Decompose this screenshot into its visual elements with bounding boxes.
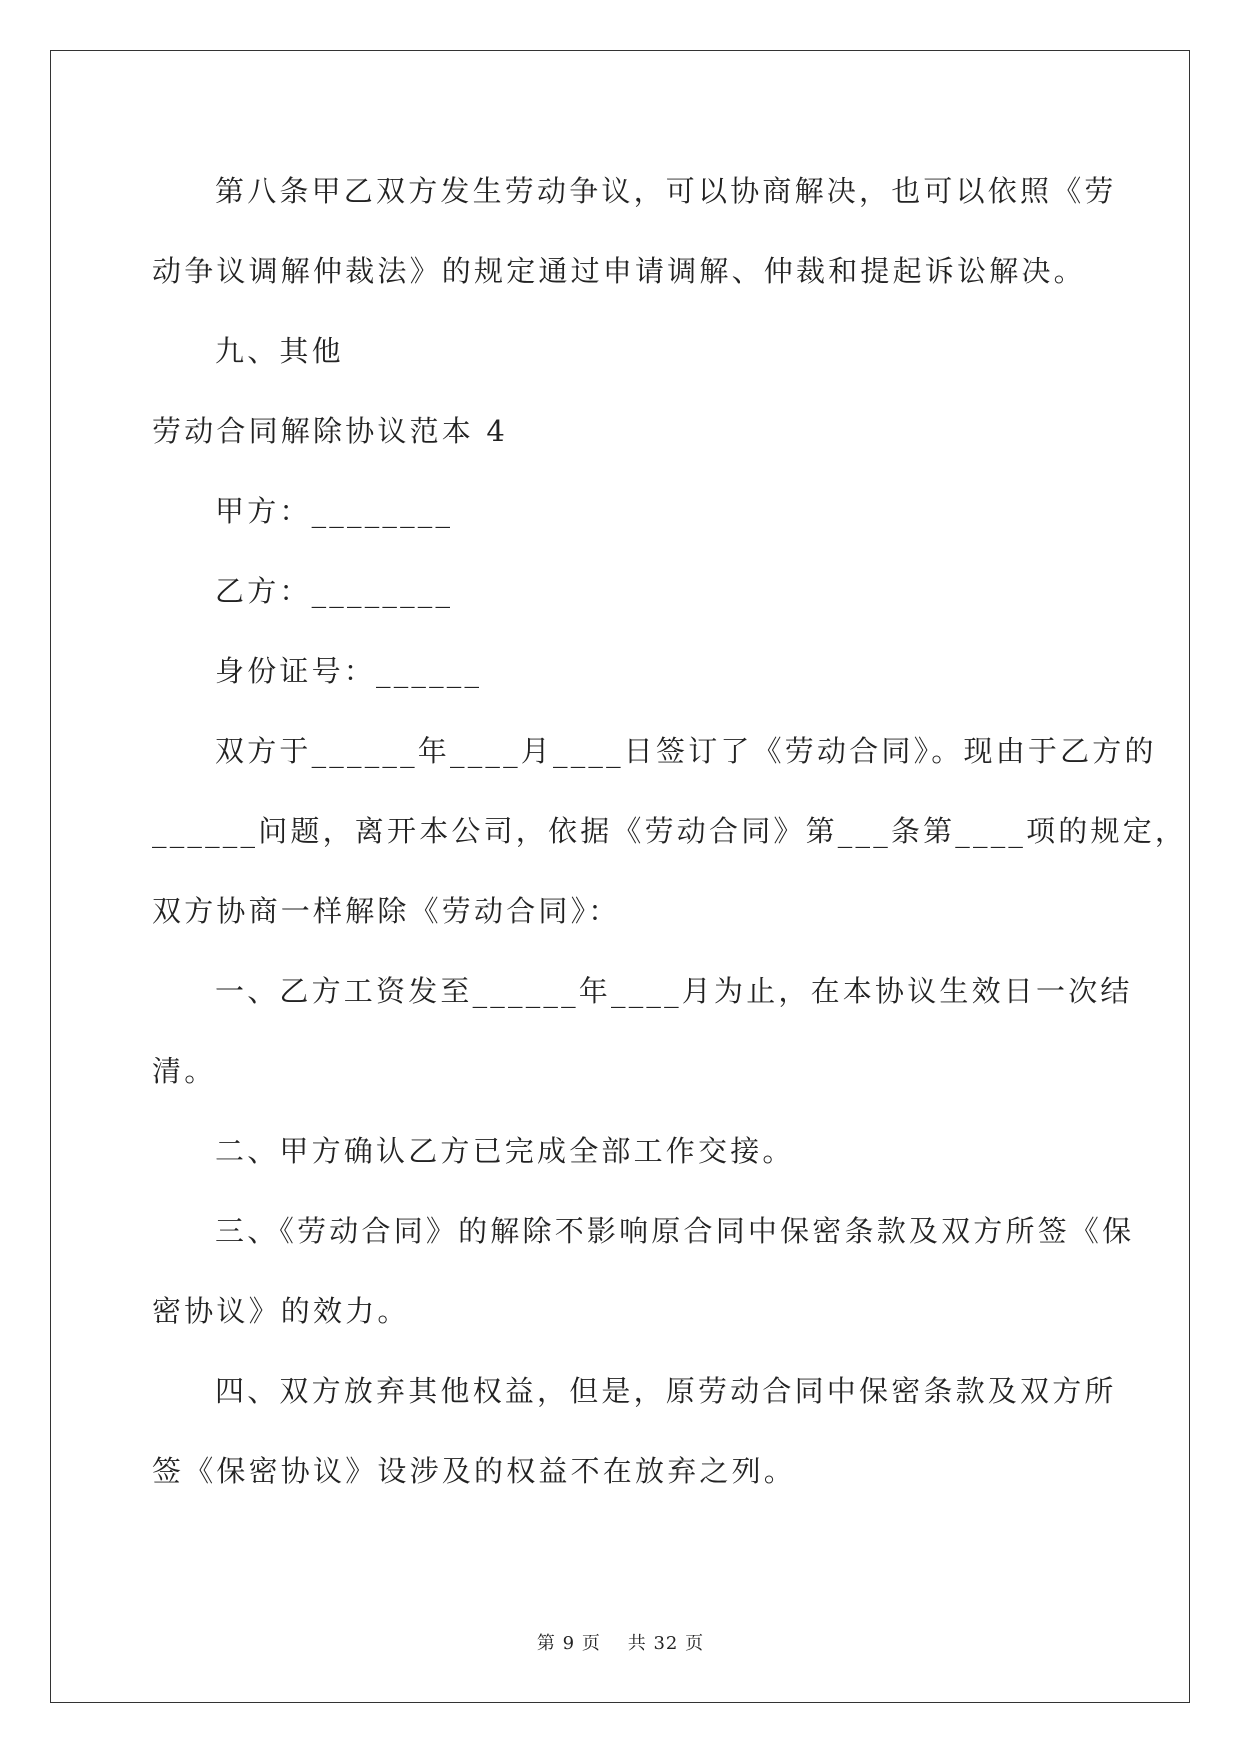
clause-line: 三、《劳动合同》的解除不影响原合同中保密条款及双方所签《保 [215, 1214, 1135, 1248]
party-a-field: 甲方：________ [215, 494, 454, 528]
party-b-field: 乙方：________ [215, 574, 454, 608]
paragraph-line: 第八条甲乙双方发生劳动争议，可以协商解决，也可以依照《劳 [215, 174, 1117, 208]
paragraph-line: 双方协商一样解除《劳动合同》： [152, 894, 621, 928]
clause-line: 四、双方放弃其他权益，但是，原劳动合同中保密条款及双方所 [215, 1374, 1117, 1408]
id-number-field: 身份证号：______ [215, 654, 483, 688]
clause-line: 二、甲方确认乙方已完成全部工作交接。 [215, 1134, 795, 1168]
paragraph-line: ______问题，离开本公司，依据《劳动合同》第___条第____项的规定， [152, 814, 1188, 848]
paragraph-line: 动争议调解仲裁法》的规定通过申请调解、仲裁和提起诉讼解决。 [152, 254, 1086, 288]
clause-line: 一、乙方工资发至______年____月为止，在本协议生效日一次结 [215, 974, 1133, 1008]
paragraph-line: 双方于______年____月____日签订了《劳动合同》。现由于乙方的 [215, 734, 1157, 768]
page-number: 第 9 页 [536, 1633, 601, 1654]
section-heading: 九、其他 [215, 334, 344, 368]
clause-line: 签《保密协议》设涉及的权益不在放弃之列。 [152, 1454, 797, 1488]
page-footer [0, 1632, 1241, 1656]
clause-line: 密协议》的效力。 [152, 1294, 410, 1328]
document-title: 劳动合同解除协议范本 4 [152, 414, 509, 448]
clause-line: 清。 [152, 1054, 217, 1088]
total-pages: 共 32 页 [627, 1633, 705, 1654]
